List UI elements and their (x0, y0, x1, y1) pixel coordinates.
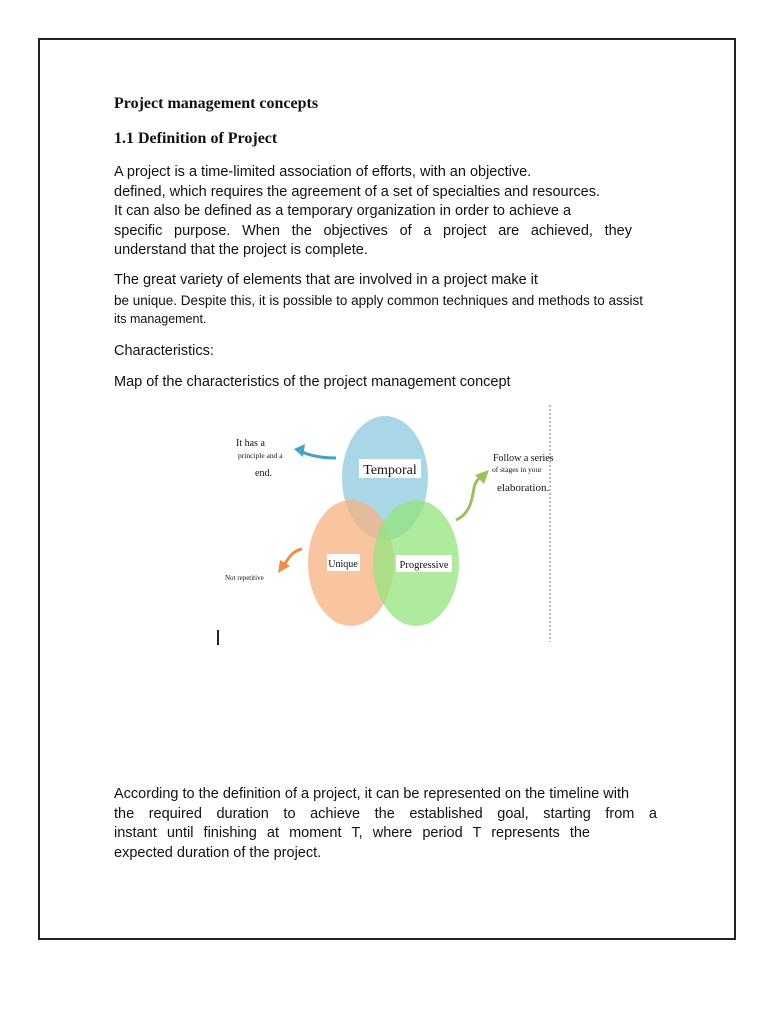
paragraph-line: its management. (114, 312, 207, 326)
blue-arrow-icon (300, 451, 336, 458)
progressive-label: Progressive (399, 560, 449, 571)
text-cursor (217, 630, 219, 645)
map-caption: Map of the characteristics of the project management concept (114, 374, 511, 390)
temporal-label: Temporal (363, 463, 417, 478)
note-right-line: of stages in your (492, 465, 542, 474)
blue-arrowhead-icon (294, 444, 305, 457)
paragraph-line: be unique. Despite this, it is possible to apply common techniques and methods to assist (114, 292, 644, 308)
orange-arrow-icon (284, 549, 302, 565)
note-top-left-line: end. (255, 468, 272, 479)
timeline-paragraph (114, 785, 657, 863)
green-arrow-icon (456, 476, 482, 520)
section-heading: 1.1 Definition of Project (114, 130, 278, 147)
note-top-left-line: It has a (236, 438, 265, 449)
note-right-line: elaboration. (497, 482, 550, 494)
paragraph-line: the required duration to achieve the established goal, starting from a (114, 805, 657, 822)
note-top-left-line: principle and a (238, 451, 283, 460)
unique-label: Unique (328, 559, 358, 570)
document-heading: Project management concepts (114, 95, 319, 112)
orange-arrowhead-icon (278, 560, 290, 573)
paragraph-line: instant until finishing at moment T, where period T represents the (114, 825, 590, 841)
paragraph-line: The great variety of elements that are involved in a project make it (114, 272, 538, 288)
paragraph-line: A project is a time-limited association of efforts, with an objective. (114, 164, 532, 180)
paragraph-line: expected duration of the project. (114, 844, 322, 861)
paragraph-line: It can also be defined as a temporary organization in order to achieve a (114, 203, 572, 219)
note-right-line: Follow a series (493, 453, 554, 464)
paragraph-line: defined, which requires the agreement of a set of specialties and resources. (114, 183, 601, 200)
note-left: Not repetitive (225, 574, 264, 582)
paragraph-line: understand that the project is complete. (114, 242, 368, 258)
paragraph-line: According to the definition of a project, it can be represented on the timeline with (114, 786, 630, 802)
characteristics-label: Characteristics: (114, 343, 214, 359)
paragraph-line: specific purpose. When the objectives of a project are achieved, they (114, 222, 632, 239)
